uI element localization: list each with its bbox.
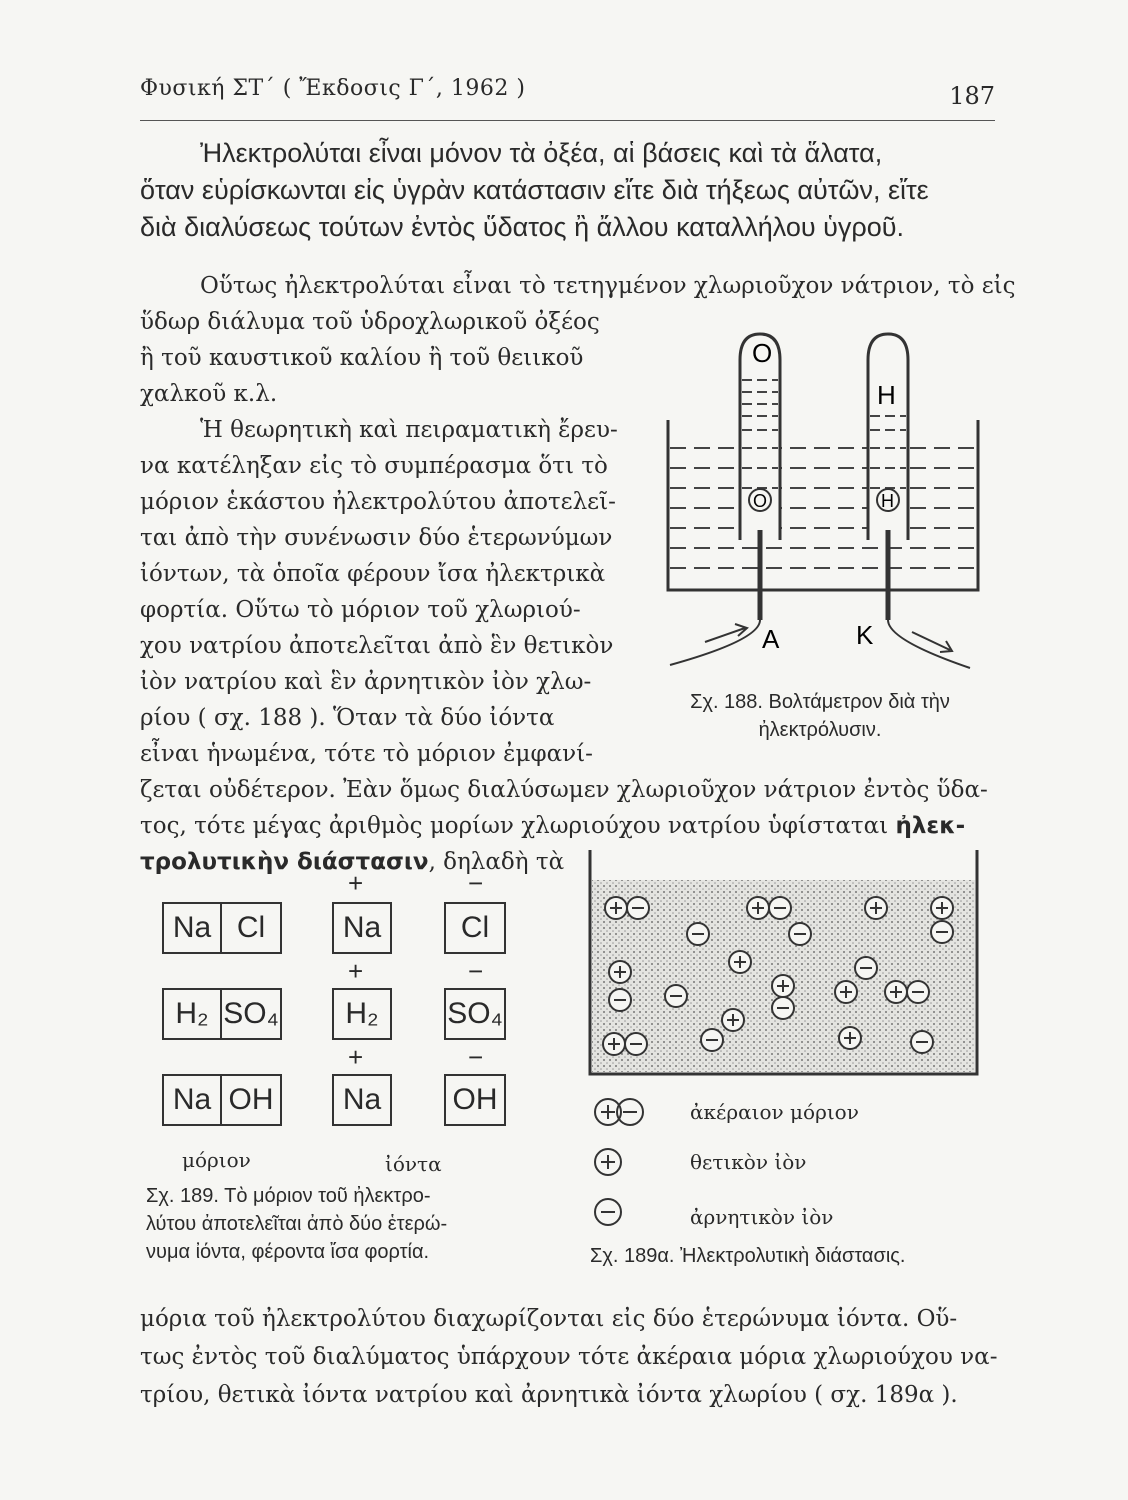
molecule-column-label: μόριον <box>182 1148 251 1172</box>
molecule-negative-icon <box>769 897 791 919</box>
negative-ion-icon <box>855 957 877 979</box>
cathode-label: K <box>856 620 874 650</box>
negative-ion-icon <box>665 985 687 1007</box>
plus-sign: + <box>348 868 364 898</box>
positive-ion-legend-icon <box>595 1149 621 1175</box>
molecule-legend-icon <box>595 1099 643 1125</box>
anode-wire <box>670 620 760 665</box>
hydrogen-tube-label: H <box>877 380 896 410</box>
current-arrow-out-icon <box>912 632 952 652</box>
text-line: ἰόντων, τὰ ὁποῖα φέρουν ἴσα ἠλεκτρικὰ <box>140 561 606 587</box>
molecule-positive-icon <box>605 897 627 919</box>
negative-ion-legend-icon <box>595 1199 621 1225</box>
ions-column-label: ἰόντα <box>385 1152 442 1176</box>
bold-term-start: ἠλεκ- <box>895 813 966 839</box>
bold-term-end: τρολυτικὴν διάστασιν <box>140 849 429 875</box>
caption-line: Σχ. 189. Τὸ μόριον τοῦ ἠλεκτρο- <box>146 1185 431 1207</box>
hydrogen-ion-label: H <box>881 491 894 511</box>
text-line: να κατέληξαν εἰς τὸ συμπέρασμα ὅτι τὸ <box>140 453 608 479</box>
cation-label: H₂ <box>345 997 379 1030</box>
positive-ion-icon <box>835 981 857 1003</box>
text-line <box>140 808 1000 844</box>
cation-label: Na <box>342 911 382 944</box>
minus-sign: − <box>468 1042 484 1072</box>
text-line: χαλκοῦ κ.λ. <box>140 381 278 407</box>
molecule-negative-icon <box>907 981 929 1003</box>
oxygen-ion-label: O <box>753 491 768 511</box>
negative-ion-icon <box>609 989 631 1011</box>
legend-negative-label: ἀρνητικὸν ἰὸν <box>690 1205 834 1229</box>
text-line: φορτία. Οὕτω τὸ μόριον τοῦ χλωριού- <box>140 597 581 623</box>
negative-ion-icon <box>911 1031 933 1053</box>
positive-ion-icon <box>729 951 751 973</box>
closing-paragraph <box>140 1300 1000 1414</box>
text-line: ται ἀπὸ τὴν συνένωσιν δύο ἑτερωνύμων <box>140 525 613 551</box>
legend-molecule-label: ἀκέραιον μόριον <box>690 1100 859 1124</box>
text-line: ἰὸν νατρίου καὶ ἓν ἀρνητικὸν ἰὸν χλω- <box>140 669 592 695</box>
anion-label: OH <box>452 1083 498 1116</box>
caption-line: νυμα ἰόντα, φέροντα ἴσα φορτία. <box>146 1241 430 1263</box>
anion-label: SO₄ <box>447 997 503 1030</box>
text-line: μόριον ἑκάστου ἠλεκτρολύτου ἀποτελεῖ- <box>140 489 616 515</box>
text-line: ὕδωρ διάλυμα τοῦ ὑδροχλωρικοῦ ὀξέος <box>140 309 600 335</box>
plus-sign: + <box>348 1042 364 1072</box>
positive-ion-icon <box>772 975 794 997</box>
text-line: Οὕτως ἠλεκτρολύται εἶναι τὸ τετηγμένον χλωριοῦχον νάτριον, τὸ εἰς <box>200 273 1016 299</box>
molecule-cation: Na <box>164 1076 222 1124</box>
figure-189-caption <box>146 1182 526 1266</box>
caption-line: ἠλεκτρόλυσιν. <box>758 719 882 741</box>
negative-ion-icon <box>701 1029 723 1051</box>
caption-line: λύτου ἀποτελεῖται ἀπὸ δύο ἑτερώ- <box>146 1213 448 1235</box>
anion-box <box>444 1074 506 1126</box>
text-line: ζεται οὐδέτερον. Ἐὰν ὅμως διαλύσωμεν χλωριοῦχον νάτριον ἐντὸς ὕδα- <box>140 777 988 803</box>
text-line: τως ἐντὸς τοῦ διαλύματος ὑπάρχουν τότε ἀκέραια μόρια χλωριούχου να- <box>140 1344 998 1370</box>
cation-box <box>332 1074 392 1126</box>
molecule-positive-icon <box>885 981 907 1003</box>
anode-label: A <box>762 624 780 654</box>
anion-box <box>444 988 506 1040</box>
text-line: τρίου, θετικὰ ἰόντα νατρίου καὶ ἀρνητικὰ ἰόντα χλωρίου ( σχ. 189α ). <box>140 1382 958 1408</box>
text-segment: τος, τότε μέγας ἀριθμὸς μορίων χλωριούχου νατρίου ὑφίσταται <box>140 813 889 839</box>
molecule-anion: Cl <box>236 911 266 944</box>
oxygen-tube-label: O <box>752 338 773 368</box>
text-line: ὅταν εὑρίσκωνται εἰς ὑγρὰν κατάστασιν εἴτε διὰ τήξεως αὐτῶν, εἴτε <box>140 175 929 205</box>
text-line: ἢ τοῦ καυστικοῦ καλίου ἢ τοῦ θειικοῦ <box>140 345 584 371</box>
dissociation-beaker-figure <box>578 842 988 1082</box>
molecule-negative-icon <box>627 897 649 919</box>
positive-ion-icon <box>722 1009 744 1031</box>
caption-line: Σχ. 188. Βολτάμετρον διὰ τὴν <box>690 691 950 713</box>
anion-box <box>444 902 506 954</box>
molecule-cation: H₂ <box>164 990 222 1038</box>
text-line: Ἠλεκτρολύται εἶναι μόνον τὰ ὀξέα, αἱ βάσεις καὶ τὰ ἅλατα, <box>200 138 883 168</box>
figure-188-caption <box>655 688 985 744</box>
molecule-positive-icon <box>747 897 769 919</box>
text-line: εἶναι ἡνωμένα, τότε τὸ μόριον ἐμφανί- <box>140 741 593 767</box>
positive-ion-icon <box>839 1027 861 1049</box>
cation-label: Na <box>342 1083 382 1116</box>
figure-189a-caption: Σχ. 189α. Ἠλεκτρολυτικὴ διάστασις. <box>590 1245 906 1267</box>
molecule-cation: Na <box>164 904 222 952</box>
cathode-wire <box>888 620 970 668</box>
molecule-anion: SO₄ <box>223 997 279 1030</box>
molecule-negative-icon <box>625 1033 647 1055</box>
anion-label: Cl <box>460 911 490 944</box>
voltameter-figure <box>650 320 990 690</box>
text-line: χου νατρίου ἀποτελεῖται ἀπὸ ἓν θετικὸν <box>140 633 614 659</box>
legend-positive-label: θετικὸν ἰὸν <box>690 1150 807 1174</box>
minus-sign: − <box>468 868 484 898</box>
plus-sign: + <box>348 956 364 986</box>
positive-ion-icon <box>609 961 631 983</box>
molecule-positive-icon <box>603 1033 625 1055</box>
positive-ion-icon <box>865 897 887 919</box>
text-segment: , δηλαδὴ τὰ <box>428 849 565 875</box>
negative-ion-icon <box>687 923 709 945</box>
intro-paragraph <box>140 135 1000 246</box>
molecule-box <box>162 902 282 954</box>
minus-sign: − <box>468 956 484 986</box>
text-line: μόρια τοῦ ἠλεκτρολύτου διαχωρίζονται εἰς δύο ἑτερώνυμα ἰόντα. Οὕ- <box>140 1306 958 1332</box>
cation-box <box>332 988 392 1040</box>
molecule-box <box>162 988 282 1040</box>
text-line: ρίου ( σχ. 188 ). Ὅταν τὰ δύο ἰόντα <box>140 705 555 731</box>
vessel-outline <box>668 420 978 590</box>
molecule-box <box>162 1074 282 1126</box>
text-line: διὰ διαλύσεως τούτων ἐντὸς ὕδατος ἢ ἄλλου καταλλήλου ὑγροῦ. <box>140 212 905 242</box>
positive-ion-icon <box>931 897 953 919</box>
legend-icons <box>588 1092 658 1232</box>
text-line: Ἡ θεωρητικὴ καὶ πειραματικὴ ἔρευ- <box>200 417 618 443</box>
page-number: 187 <box>949 82 995 110</box>
negative-ion-icon <box>789 923 811 945</box>
cation-box <box>332 902 392 954</box>
molecule-anion: OH <box>228 1083 274 1116</box>
running-title: Φυσική ΣΤ΄ ( Ἔκδοσις Γ΄, 1962 ) <box>140 76 526 101</box>
liquid-dashes <box>670 448 976 568</box>
negative-ion-icon <box>931 921 953 943</box>
page-header <box>140 70 995 121</box>
negative-ion-icon <box>772 997 794 1019</box>
